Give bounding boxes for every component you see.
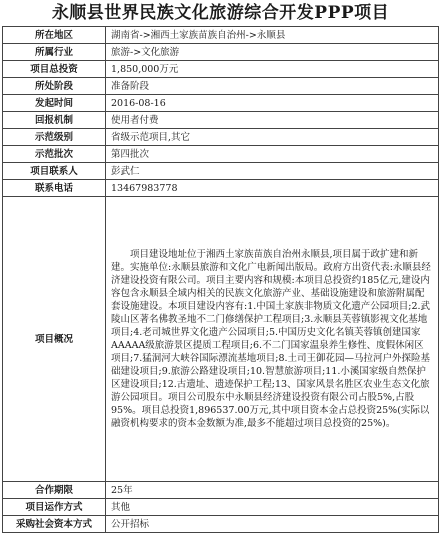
row-label: 所在地区 — [3, 27, 106, 44]
table-row — [3, 112, 439, 129]
row-label: 所属行业 — [3, 44, 106, 61]
row-value: 2016-08-16 — [106, 95, 439, 112]
table-row — [3, 61, 439, 78]
summary-row — [3, 197, 439, 482]
row-label: 发起时间 — [3, 95, 106, 112]
summary-text: 项目建设地址位于湘西土家族苗族自治州永顺县,项目属于政扩建和新建。实施单位:永顺县旅游和文化广电新闻出版局。政府方出资代表:永顺县经济建设投资有限公司。项目主要内容和规模:本项目总投资约185亿元,建设内容包含永顺县全域内相关的民族文化旅游产业、基础设施建设和旅游附属配套设施建设。本项目建设内容有:1.中国土家族非物质文化遗产公园项目;2.武陵山区著名佛教圣地不二门修缮保护工程项目;3.永顺县芙蓉镇影视文化基地项目;4.老司城世界文化遗产公园项目;5.中国历史文化名镇芙蓉镇创建国家AAAAA级旅游景区提质工程项目;6.不二门国家温泉养生修性、度假休闲区项目;7.猛洞河大峡谷国际漂流基地项目;8.土司王御花园—马拉河户外探险基础建设项目;9.旅游公路建设项目;10.智慧旅游项目;11.小溪国家级自然保护区建设项目;12.古遗址、遗迹保护工程;13、国家风景名胜区农业生态文化旅游公园项目。项目公司股东中永顺县经济建设投资有限公司占股5%,占股95%。项目总投资1,896537.00万元,其中项目资本金占总投资25%(实际以融资机构要求的资本金数额为准,最多不能超过项目总投资的25%)。 — [111, 249, 431, 429]
row-label: 示范级别 — [3, 129, 106, 146]
row-value: 1,850,000万元 — [106, 61, 439, 78]
table-row — [3, 95, 439, 112]
summary-cell — [106, 197, 439, 482]
row-label: 示范批次 — [3, 146, 106, 163]
row-value: 第四批次 — [106, 146, 439, 163]
row-value: 其他 — [106, 499, 439, 516]
row-value: 使用者付费 — [106, 112, 439, 129]
table-row — [3, 180, 439, 197]
row-value: 25年 — [106, 482, 439, 499]
row-value: 公开招标 — [106, 516, 439, 533]
page-title: 永顺县世界民族文化旅游综合开发PPP项目 — [51, 3, 390, 23]
row-value: 13467983778 — [106, 180, 439, 197]
table-row — [3, 163, 439, 180]
table-row — [3, 516, 439, 533]
row-label: 项目联系人 — [3, 163, 106, 180]
row-value: 旅游->文化旅游 — [106, 44, 439, 61]
row-value: 准备阶段 — [106, 78, 439, 95]
project-info-table — [2, 26, 439, 533]
row-label: 回报机制 — [3, 112, 106, 129]
row-label: 合作期限 — [3, 482, 106, 499]
table-row — [3, 78, 439, 95]
table-row — [3, 129, 439, 146]
row-label: 项目总投资 — [3, 61, 106, 78]
row-label: 项目运作方式 — [3, 499, 106, 516]
table-row — [3, 27, 439, 44]
row-label: 联系电话 — [3, 180, 106, 197]
row-value: 省级示范项目,其它 — [106, 129, 439, 146]
summary-label: 项目概况 — [3, 197, 106, 482]
row-value: 彭武仁 — [106, 163, 439, 180]
table-row — [3, 482, 439, 499]
row-value: 湖南省->湘西土家族苗族自治州->永顺县 — [106, 27, 439, 44]
table-row — [3, 146, 439, 163]
row-label: 所处阶段 — [3, 78, 106, 95]
table-row — [3, 44, 439, 61]
row-label: 采购社会资本方式 — [3, 516, 106, 533]
